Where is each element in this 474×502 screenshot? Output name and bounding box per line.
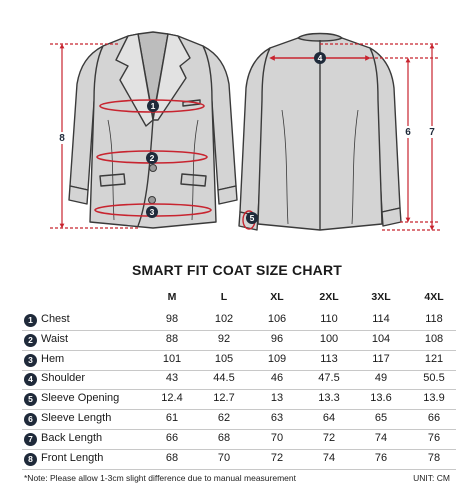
row-number-badge: 6	[24, 413, 37, 426]
size-header: 2XL	[319, 291, 339, 303]
svg-text:4: 4	[317, 53, 323, 63]
chart-title: SMART FIT COAT SIZE CHART	[131, 262, 343, 278]
table-cell: 117	[372, 352, 390, 365]
size-header: L	[220, 291, 228, 303]
table-cell: 12.7	[213, 392, 235, 405]
table-cell: 113	[320, 352, 338, 365]
table-cell: 110	[320, 313, 338, 325]
table-row	[0, 371, 474, 391]
table-cell: 66	[427, 412, 441, 424]
table-row	[0, 451, 474, 471]
table-cell: 63	[270, 412, 284, 424]
table-cell: 64	[322, 412, 336, 424]
size-header: XL	[270, 291, 284, 303]
table-cell: 44.5	[213, 372, 235, 385]
table-cell: 70	[270, 431, 284, 444]
marker-6-badge	[402, 126, 414, 138]
table-cell: 92	[217, 332, 231, 345]
marker-3-badge	[146, 206, 158, 218]
table-cell: 76	[374, 451, 388, 464]
table-cell: 88	[165, 332, 179, 345]
table-cell: 68	[165, 451, 179, 464]
table-row	[0, 391, 474, 411]
size-header: M	[167, 291, 177, 303]
table-cell: 106	[267, 313, 287, 325]
row-number-badge: 1	[24, 314, 37, 327]
table-cell: 47.5	[318, 372, 340, 385]
row-label: Sleeve Opening	[41, 392, 120, 405]
table-cell: 96	[270, 332, 284, 345]
svg-text:6: 6	[405, 127, 411, 138]
table-row	[0, 312, 474, 332]
svg-text:5: 5	[249, 213, 255, 223]
table-row	[0, 352, 474, 372]
table-cell: 72	[322, 431, 336, 444]
svg-text:1: 1	[150, 101, 156, 111]
table-row	[0, 332, 474, 352]
coat-illustration	[0, 0, 474, 250]
table-cell: 13.6	[370, 392, 392, 405]
table-cell: 114	[372, 313, 390, 325]
table-cell: 108	[424, 332, 444, 345]
table-cell: 98	[165, 313, 179, 325]
unit-label: UNIT: CM	[413, 473, 450, 483]
table-cell: 13.3	[318, 392, 340, 405]
marker-4-badge	[314, 52, 326, 64]
table-cell: 104	[371, 332, 391, 345]
table-cell: 49	[374, 372, 388, 385]
table-cell: 61	[165, 412, 179, 424]
svg-text:3: 3	[149, 207, 155, 217]
row-number-badge: 5	[24, 393, 37, 406]
table-cell: 66	[165, 431, 179, 444]
footer-note: *Note: Please allow 1-3cm slight difference due to manual measurement	[24, 473, 296, 483]
table-cell: 65	[374, 412, 388, 424]
coat-button-icon	[150, 165, 157, 172]
table-cell: 100	[319, 332, 339, 345]
row-label: Hem	[41, 352, 65, 365]
row-divider	[22, 469, 456, 470]
size-table	[0, 286, 474, 464]
svg-text:2: 2	[149, 153, 155, 163]
table-cell: 105	[214, 352, 234, 365]
table-row	[0, 411, 474, 431]
row-label: Front Length	[41, 451, 104, 464]
row-number-badge: 2	[24, 334, 37, 347]
marker-2-badge	[146, 152, 158, 164]
coat-button-icon	[149, 197, 156, 204]
table-cell: 74	[374, 431, 388, 444]
table-cell: 121	[424, 352, 444, 365]
marker-7-badge	[426, 126, 438, 138]
table-cell: 76	[427, 431, 441, 444]
table-cell: 46	[270, 372, 284, 385]
row-number-badge: 7	[24, 433, 37, 446]
table-cell: 62	[217, 412, 231, 424]
svg-text:7: 7	[429, 127, 435, 138]
row-number-badge: 3	[24, 354, 37, 367]
table-cell: 12.4	[161, 392, 183, 405]
table-cell: 74	[322, 451, 336, 464]
size-header: 4XL	[424, 291, 444, 303]
marker-8-badge	[56, 132, 68, 144]
table-cell: 50.5	[423, 372, 445, 385]
row-label: Sleeve Length	[41, 412, 112, 424]
row-label: Shoulder	[41, 372, 86, 385]
table-cell: 70	[217, 451, 231, 464]
table-cell: 13	[270, 392, 284, 405]
row-number-badge: 8	[24, 453, 37, 466]
table-cell: 101	[162, 352, 182, 365]
row-number-badge: 4	[24, 373, 37, 386]
marker-5-badge	[246, 212, 258, 224]
size-header: 3XL	[371, 291, 391, 303]
row-label: Back Length	[41, 431, 103, 444]
table-cell: 68	[217, 431, 231, 444]
row-label: Waist	[41, 332, 69, 345]
row-label: Chest	[41, 313, 70, 325]
table-cell: 118	[425, 313, 443, 325]
table-cell: 13.9	[423, 392, 445, 405]
table-cell: 72	[270, 451, 284, 464]
table-row	[0, 431, 474, 451]
table-cell: 109	[267, 352, 287, 365]
table-cell: 102	[214, 313, 234, 325]
table-cell: 43	[165, 372, 179, 385]
svg-text:8: 8	[59, 133, 65, 144]
table-cell: 78	[427, 451, 441, 464]
marker-1-badge	[147, 100, 159, 112]
